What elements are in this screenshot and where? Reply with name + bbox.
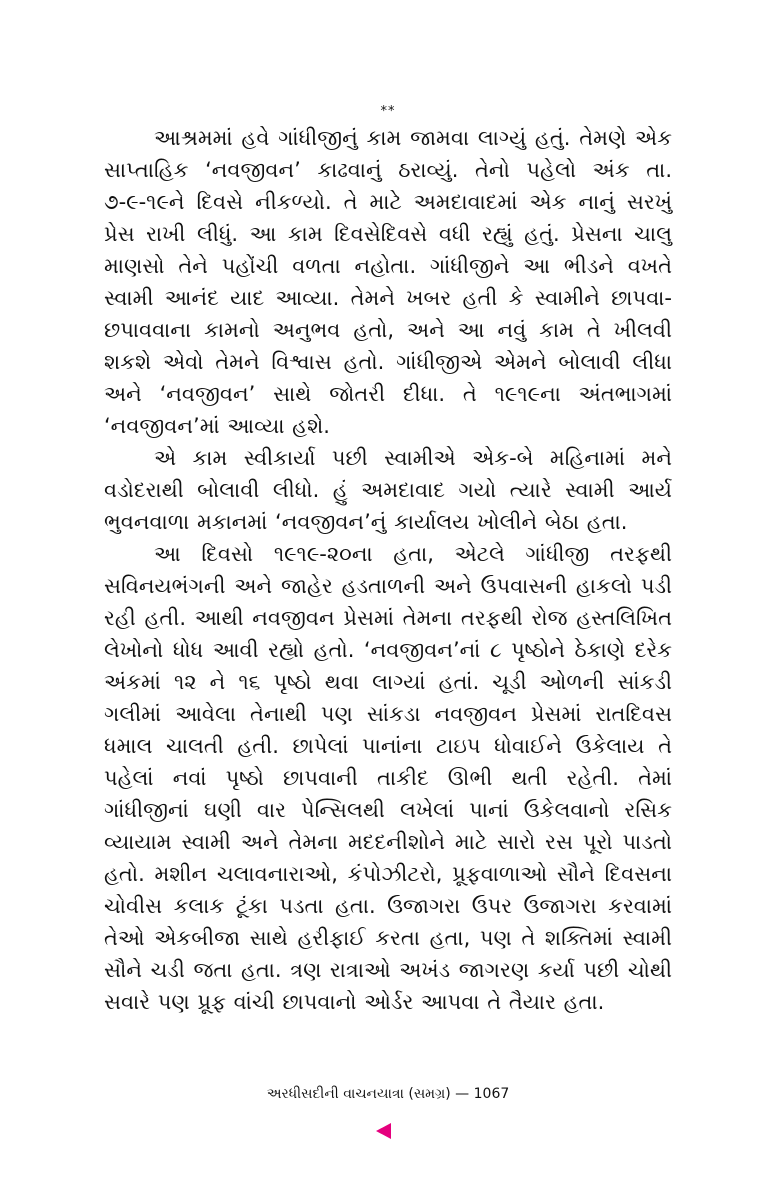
paragraph-2: એ કામ સ્વીકાર્યા પછી સ્વામીએ એક-બે મહિનામાં મને વડોદરાથી બોલાવી લીધો. હું અમદાવાદ ગયો ત્યારે સ્વામી આર્ય ભુવનવાળા મકાનમાં ‘નવજીવન’નું કાર્યાલય ખોલીને બેઠા હતા. (104, 446, 672, 534)
paragraph-3: આ દિવસો ૧૯૧૯-૨૦ના હતા, એટલે ગાંધીજી તરફથી સવિનયભંગની અને જાહેર હડતાળની અને ઉપવાસની હાકલો પડી રહી હતી. આથી નવજીવન પ્રેસમાં તેમના તરફથી રોજ હસ્તલિખિત લેખોનો ધોધ આવી રહ્યો હતો. ‘નવજીવન’નાં ૮ પૃષ્ઠોને ઠેકાણે દરેક અંકમાં ૧૨ ને ૧૬ પૃષ્ઠો થવા લાગ્યાં હતાં. ચૂડી ઓળની સાંકડી ગલીમાં આવેલા તેનાથી પણ સાંકડા નવજીવન પ્રેસમાં રાતદિવસ ધમાલ ચાલતી હતી. છાપેલાં પાનાંના ટાઇપ ધોવાઈને ઉકેલાય તે પહેલાં નવાં પૃષ્ઠો છાપવાની તાકીદ ઊભી થતી રહેતી. તેમાં ગાંધીજીનાં ઘણી વાર પેન્સિલથી લખેલાં પાનાં ઉકેલવાનો રસિક વ્યાયામ સ્વામી અને તેમના મદદનીશોને માટે સારો રસ પૂરો પાડતો હતો. મશીન ચલાવનારાઓ, કંપોઝીટરો, પ્રૂફવાળાઓ સૌને દિવસના ચોવીસ કલાક ટૂંકા પડતા હતા. ઉજાગરા ઉપર ઉજાગરા કરવામાં તેઓ એકબીજા સાથે હરીફાઈ કરતા હતા, પણ તે શક્તિમાં સ્વામી સૌને ચડી જતા હતા. ત્રણ રાત્રાઓ અખંડ જાગરણ કર્યા પછી ચોથી સવારે પણ પ્રૂફ વાંચી છાપવાનો ઓર્ડર આપવા તે તૈયાર હતા. (104, 542, 672, 1014)
previous-page-arrow-icon[interactable] (376, 1123, 391, 1139)
section-separator: ** (380, 104, 396, 119)
paragraph-1: આશ્રમમાં હવે ગાંધીજીનું કામ જામવા લાગ્યું હતું. તેમણે એક સાપ્તાહિક ‘નવજીવન’ કાઢવાનું ઠરાવ્યું. તેનો પહેલો અંક તા. ૭-૯-૧૯ને દિવસે નીકળ્યો. તે માટે અમદાવાદમાં એક નાનું સરખું પ્રેસ રાખી લીધું. આ કામ દિવસેદિવસે વધી રહ્યું હતું. પ્રેસના ચાલુ માણસો તેને પહોંચી વળતા નહોતા. ગાંધીજીને આ ભીડને વખતે સ્વામી આનંદ યાદ આવ્યા. તેમને ખબર હતી કે સ્વામીને છાપવા-છપાવવાના કામનો અનુભવ હતો, અને આ નવું કામ તે ખીલવી શકશે એવો તેમને વિશ્વાસ હતો. ગાંધીજીએ એમને બોલાવી લીધા અને ‘નવજીવન’ સાથે જોતરી દીધા. તે ૧૯૧૯ના અંતભાગમાં ‘નવજીવન’માં આવ્યા હશે. (104, 126, 672, 438)
page-body (104, 122, 672, 1018)
page-footer: અરધીસદીની વાચનયાત્રા (સમગ્ર) — 1067 (266, 1086, 510, 1102)
